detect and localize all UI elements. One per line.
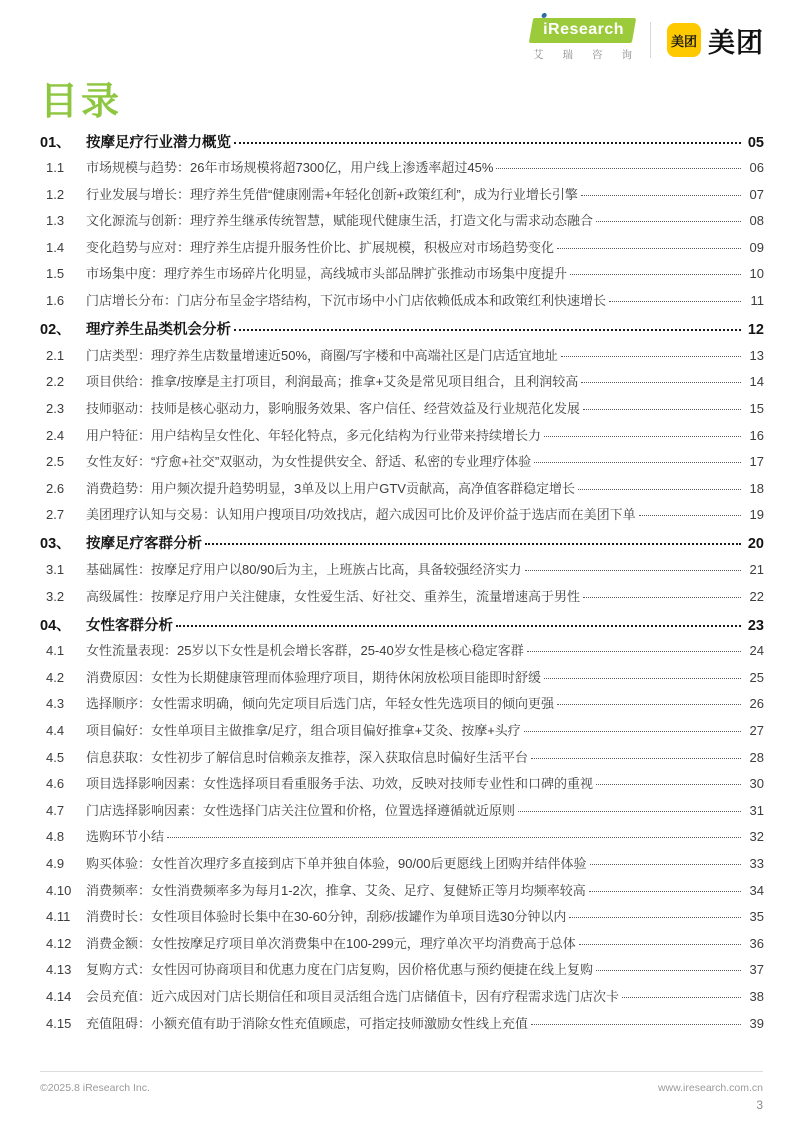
iresearch-logo	[531, 18, 634, 62]
meituan-badge-icon: 美团	[667, 23, 701, 57]
toc-item-text: 市场集中度：理疗养生市场碎片化明显，高线城市头部品牌扩张推动市场集中度提升	[86, 266, 568, 282]
toc-item-page: 19	[749, 507, 764, 523]
toc-item-number: 1.1	[46, 160, 65, 176]
toc-section-number: 04、	[40, 617, 71, 634]
toc-item-number: 4.9	[46, 856, 65, 872]
toc-item-text: 会员充值：近六成因对门店长期信任和项目灵活组合选门店储值卡，因有疗程需求选门店次卡	[86, 989, 620, 1004]
dotted-leader	[176, 625, 741, 627]
toc-item-row[interactable]	[40, 504, 764, 531]
iresearch-sub-char: 艾	[533, 49, 544, 61]
dotted-leader	[534, 462, 741, 463]
toc-item-page: 14	[749, 374, 764, 390]
toc-item-text: 文化源流与创新：理疗养生继承传统智慧，赋能现代健康生活，打造文化与需求动态融合	[86, 213, 594, 229]
toc-item-row[interactable]	[40, 1013, 764, 1040]
toc-item-number: 4.11	[46, 909, 71, 925]
toc-item-row[interactable]	[40, 263, 764, 290]
toc-item-row[interactable]	[40, 559, 764, 586]
logo-divider	[650, 22, 651, 58]
toc-item-row[interactable]	[40, 425, 764, 452]
dotted-leader	[589, 891, 741, 892]
toc-item-text: 消费金额：女性按摩足疗项目单次消费集中在100-299元，理疗单次平均消费高于总体	[86, 935, 576, 951]
toc-item-row[interactable]	[40, 747, 764, 774]
iresearch-logo-dot-icon	[541, 13, 547, 18]
toc-item-page: 36	[749, 935, 764, 951]
toc-item-text: 消费时长：女性项目体验时长集中在30-60分钟，刮痧/拔罐作为单项目选30分钟以内	[86, 909, 567, 925]
toc-item-number: 3.2	[46, 588, 65, 604]
toc-item-number: 4.2	[46, 669, 65, 685]
toc-item-number: 1.5	[46, 266, 65, 282]
toc-item-row[interactable]	[40, 693, 764, 720]
toc-item-page: 27	[749, 723, 764, 739]
dotted-leader	[596, 970, 741, 971]
toc-item-number: 2.5	[46, 454, 65, 470]
dotted-leader	[167, 837, 741, 838]
toc-item-page: 30	[749, 776, 764, 792]
toc-item-number: 2.1	[46, 347, 65, 363]
dotted-leader	[581, 195, 741, 196]
dotted-leader	[583, 409, 741, 410]
dotted-leader	[569, 917, 741, 918]
toc-section-page: 20	[747, 536, 764, 553]
toc-item-text: 充值阻碍：小额充值有助于消除女性充值顾虑，可指定技师激励女性线上充值	[86, 1015, 529, 1031]
iresearch-sub-char: 询	[621, 49, 632, 61]
toc-item-number: 1.6	[46, 293, 65, 309]
toc-item-page: 21	[749, 562, 764, 577]
toc-item-number: 4.5	[46, 749, 65, 765]
toc-item-text: 市场规模与趋势：26年市场规模将超7300亿，用户线上渗透率超过45%	[86, 160, 494, 176]
toc-item-page: 31	[749, 802, 764, 818]
toc-item-page: 39	[749, 1015, 764, 1031]
toc-item-page: 37	[749, 962, 764, 978]
dotted-leader	[518, 811, 741, 812]
toc-section-row[interactable]	[40, 614, 764, 641]
toc-item-number: 4.7	[46, 802, 65, 818]
toc-item-number: 4.15	[46, 1015, 72, 1031]
footer-copyright: ©2025.8 iResearch Inc.	[40, 1082, 150, 1094]
dotted-leader	[583, 597, 741, 598]
toc-item-page: 18	[749, 480, 764, 496]
toc-item-row[interactable]	[40, 210, 764, 237]
toc-item-row[interactable]	[40, 184, 764, 211]
toc-item-row[interactable]	[40, 880, 764, 907]
dotted-leader	[205, 543, 741, 545]
toc-item-text: 变化趋势与应对：理疗养生店提升服务性价比、扩展规模，积极应对市场趋势变化	[86, 239, 555, 255]
dotted-leader	[570, 274, 741, 275]
meituan-brand-text: 美团	[708, 27, 764, 58]
toc-item-number: 2.7	[46, 507, 65, 523]
toc-item-number: 4.3	[46, 696, 65, 712]
dotted-leader	[557, 248, 741, 249]
toc-item-number: 1.3	[46, 213, 65, 229]
toc-item-text: 门店增长分布：门店分布呈金字塔结构，下沉市场中小门店依赖低成本和政策红利快速增长	[86, 293, 607, 309]
toc-item-row[interactable]	[40, 586, 764, 613]
toc-item-page: 26	[749, 696, 764, 712]
toc-section-title: 理疗养生品类机会分析	[86, 322, 231, 339]
toc-item-page: 33	[749, 856, 764, 872]
toc-item-text: 行业发展与增长：理疗养生凭借“健康刚需+年轻化创新+政策红利”，成为行业增长引擎	[86, 186, 578, 202]
toc-item-text: 技师驱动：技师是核心驱动力，影响服务效果、客户信任、经营效益及行业规范化发展	[86, 400, 581, 416]
toc-item-text: 消费原因：女性为长期健康管理而体验理疗项目，期待休闲放松项目能即时舒缓	[86, 669, 542, 685]
toc-item-text: 购买体验：女性首次理疗多直接到店下单并独自体验，90/00后更愿线上团购并结伴体验	[86, 856, 587, 872]
toc-item-page: 32	[749, 829, 764, 845]
toc-item-number: 2.3	[46, 400, 65, 416]
dotted-leader	[496, 168, 741, 169]
toc-item-number: 4.1	[46, 643, 65, 659]
toc-item-row[interactable]	[40, 959, 764, 986]
dotted-leader	[622, 997, 741, 998]
dotted-leader	[639, 515, 741, 516]
dotted-leader	[525, 570, 741, 571]
toc-item-number: 1.2	[46, 186, 65, 202]
dotted-leader	[527, 651, 741, 652]
toc-item-row[interactable]	[40, 478, 764, 505]
toc-item-text: 消费频率：女性消费频率多为每月1-2次，推拿、艾灸、足疗、复健矫正等月均频率较高	[86, 882, 586, 898]
toc-item-row[interactable]	[40, 773, 764, 800]
toc-section-number: 02、	[40, 322, 71, 339]
toc-item-page: 38	[749, 989, 764, 1004]
toc-section-page: 23	[747, 617, 764, 634]
iresearch-logo-box	[529, 18, 636, 43]
dotted-leader	[531, 1024, 741, 1025]
toc-item-page: 15	[749, 400, 764, 416]
toc-section-title: 按摩足疗行业潜力概览	[86, 134, 231, 151]
toc-item-text: 女性友好：“疗愈+社交”双驱动，为女性提供安全、舒适、私密的专业理疗体验	[86, 454, 532, 470]
dotted-leader	[557, 704, 741, 705]
toc-item-text: 消费趋势：用户频次提升趋势明显，3单及以上用户GTV贡献高，高净值客群稳定增长	[86, 480, 575, 496]
iresearch-logo-text: iResearch	[543, 21, 625, 38]
dotted-leader	[590, 864, 741, 865]
toc-item-page: 09	[749, 239, 764, 255]
toc-item-number: 2.6	[46, 480, 65, 496]
toc-item-page: 25	[749, 669, 764, 685]
toc-item-row[interactable]	[40, 157, 764, 184]
toc-item-number: 4.12	[46, 935, 72, 951]
toc-item-text: 美团理疗认知与交易：认知用户搜项目/功效找店，超六成因可比价及评价益于选店而在美团下单	[86, 507, 636, 523]
toc-item-row[interactable]	[40, 640, 764, 667]
toc-item-text: 项目偏好：女性单项目主做推拿/足疗，组合项目偏好推拿+艾灸、按摩+头疗	[86, 723, 521, 739]
toc-item-number: 4.13	[46, 962, 72, 978]
toc-section-title: 女性客群分析	[86, 617, 173, 634]
header	[531, 18, 764, 62]
toc-item-row[interactable]	[40, 853, 764, 880]
toc-item-row[interactable]	[40, 800, 764, 827]
toc-item-page: 34	[749, 882, 764, 898]
toc-section-title: 按摩足疗客群分析	[86, 536, 202, 553]
toc-item-page: 16	[749, 427, 764, 443]
toc-section-number: 01、	[40, 134, 71, 151]
iresearch-logo-subtitle	[531, 47, 634, 62]
footer-website[interactable]: www.iresearch.com.cn	[657, 1082, 763, 1094]
dotted-leader	[234, 142, 741, 144]
dotted-leader	[544, 678, 741, 679]
toc-item-text: 女性流量表现：25岁以下女性是机会增长客群，25-40岁女性是核心稳定客群	[86, 643, 524, 659]
toc-item-number: 4.10	[46, 882, 72, 898]
toc-item-text: 高级属性：按摩足疗用户关注健康，女性爱生活、好社交、重养生，流量增速高于男性	[86, 588, 581, 604]
toc-item-text: 选购环节小结	[86, 829, 165, 845]
page-number: 3	[756, 1098, 763, 1112]
toc-item-number: 4.4	[46, 723, 65, 739]
toc-item-text: 信息获取：女性初步了解信息时信赖亲友推荐，深入获取信息时偏好生活平台	[86, 749, 529, 765]
toc-section-number: 03、	[40, 536, 71, 553]
toc-item-page: 07	[749, 186, 764, 202]
dotted-leader	[544, 436, 741, 437]
toc-item-text: 选择顺序：女性需求明确，倾向先定项目后选门店，年轻女性先选项目的倾向更强	[86, 696, 555, 712]
dotted-leader	[579, 944, 741, 945]
toc-item-number: 2.4	[46, 427, 65, 443]
toc-item-number: 2.2	[46, 374, 65, 390]
toc-item-number: 4.14	[46, 989, 72, 1004]
toc-item-text: 基础属性：按摩足疗用户以80/90后为主，上班族占比高，具备较强经济实力	[86, 562, 522, 577]
toc-item-text: 用户特征：用户结构呈女性化、年轻化特点，多元化结构为行业带来持续增长力	[86, 427, 542, 443]
toc-item-row[interactable]	[40, 826, 764, 853]
dotted-leader	[581, 382, 741, 383]
toc-item-row[interactable]	[40, 345, 764, 372]
dotted-leader	[561, 356, 741, 357]
iresearch-sub-char: 咨	[592, 49, 603, 61]
toc-item-page: 22	[749, 588, 764, 604]
toc-item-row[interactable]	[40, 398, 764, 425]
toc-item-page: 10	[749, 266, 764, 282]
toc-item-row[interactable]	[40, 237, 764, 264]
toc-item-row[interactable]	[40, 720, 764, 747]
toc-item-number: 3.1	[46, 562, 65, 577]
meituan-logo	[667, 21, 764, 60]
footer	[40, 1071, 763, 1094]
toc-item-row[interactable]	[40, 986, 764, 1013]
toc-item-text: 门店类型：理疗养生店数量增速近50%，商圈/写字楼和中高端社区是门店适宜地址	[86, 347, 558, 363]
toc-item-page: 06	[749, 160, 764, 176]
dotted-leader	[596, 784, 741, 785]
toc-section-page: 12	[747, 322, 764, 339]
toc-item-row[interactable]	[40, 371, 764, 398]
toc-item-page: 11	[750, 293, 764, 309]
toc-item-row[interactable]	[40, 906, 764, 933]
toc-item-number: 4.8	[46, 829, 65, 845]
toc-item-page: 17	[749, 454, 764, 470]
dotted-leader	[531, 758, 741, 759]
dotted-leader	[609, 301, 741, 302]
page-title: 目录	[40, 81, 123, 123]
toc-item-row[interactable]	[40, 667, 764, 694]
toc-section-page: 05	[747, 134, 764, 151]
toc-section-row[interactable]	[40, 318, 764, 345]
dotted-leader	[234, 329, 741, 331]
iresearch-sub-char: 瑞	[562, 49, 573, 61]
toc-item-text: 项目选择影响因素：女性选择项目看重服务手法、功效，反映对技师专业性和口碑的重视	[86, 776, 594, 792]
toc-section-row[interactable]	[40, 131, 764, 158]
toc-item-text: 项目供给：推拿/按摩是主打项目，利润最高；推拿+艾灸是常见项目组合，且利润较高	[86, 374, 579, 390]
toc-item-row[interactable]	[40, 290, 764, 317]
toc-item-page: 08	[749, 213, 764, 229]
toc-item-text: 复购方式：女性因可协商项目和优惠力度在门店复购，因价格优惠与预约便捷在线上复购	[86, 962, 594, 978]
dotted-leader	[578, 489, 741, 490]
toc-list	[40, 129, 764, 1039]
dotted-leader	[524, 731, 741, 732]
toc-item-row[interactable]	[40, 451, 764, 478]
toc-item-page: 24	[749, 643, 764, 659]
toc-item-number: 4.6	[46, 776, 65, 792]
toc-item-page: 13	[749, 347, 764, 363]
toc-section-row[interactable]	[40, 532, 764, 559]
dotted-leader	[596, 221, 741, 222]
toc-item-page: 35	[749, 909, 764, 925]
toc-item-number: 1.4	[46, 239, 65, 255]
toc-item-page: 28	[749, 749, 764, 765]
toc-item-text: 门店选择影响因素：女性选择门店关注位置和价格，位置选择遵循就近原则	[86, 802, 516, 818]
toc-item-row[interactable]	[40, 933, 764, 960]
